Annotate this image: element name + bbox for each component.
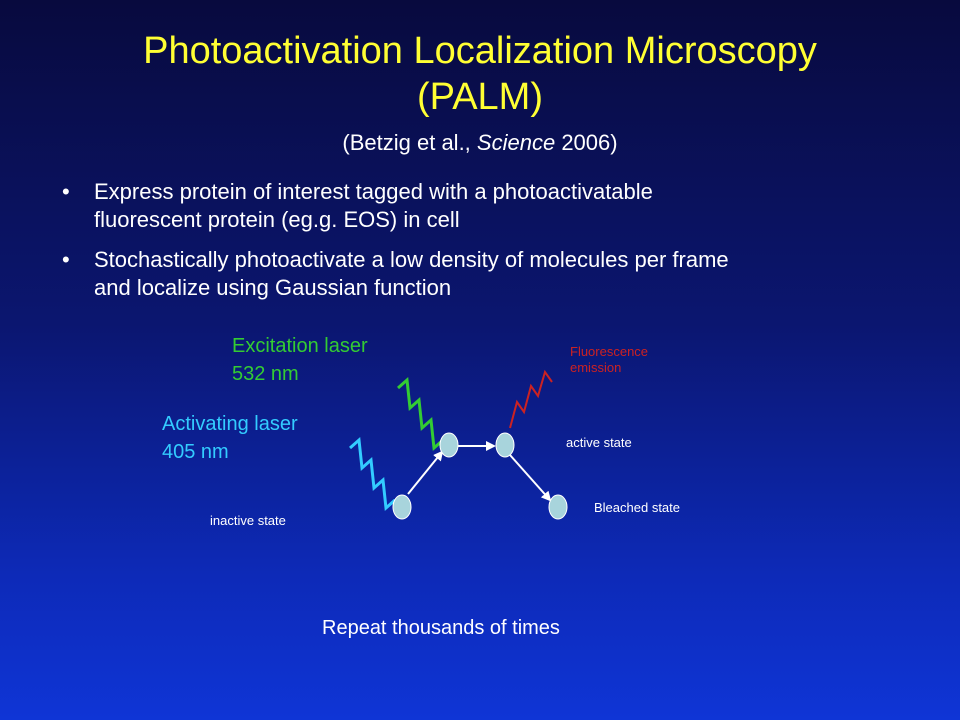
bleaching-arrow	[510, 455, 550, 500]
bleached-state-label: Bleached state	[594, 500, 681, 515]
fluorescence-label-line-1: Fluorescence	[570, 344, 649, 359]
citation-authors: (Betzig et al.,	[342, 130, 477, 155]
molecule-active	[496, 433, 514, 457]
title-line-1: Photoactivation Localization Microscopy	[143, 30, 817, 72]
activating-laser-wave	[350, 440, 395, 508]
emission-wave	[510, 372, 552, 428]
fluorescence-emission-label	[570, 344, 648, 376]
molecule-activated	[440, 433, 458, 457]
molecule-inactive	[393, 495, 411, 519]
excitation-laser-wavelength: 532 nm	[232, 363, 299, 385]
citation-journal: Science	[476, 130, 556, 155]
activating-laser-wavelength: 405 nm	[162, 441, 229, 463]
bullet-text-line: Stochastically photoactivate a low density of molecules per frame	[94, 247, 729, 272]
fluorescence-label-line-2: emission	[570, 360, 622, 375]
title-acronym: (PALM)	[417, 76, 543, 118]
bullet-text-line: fluorescent protein (eg.g. EOS) in cell	[94, 207, 460, 232]
excitation-laser-label	[232, 332, 368, 388]
molecule-bleached	[549, 495, 567, 519]
inactive-state-label: inactive state	[210, 513, 286, 528]
active-state-label: active state	[566, 435, 632, 450]
activation-arrow	[408, 452, 442, 494]
bullet-symbol: •	[62, 247, 70, 272]
bullet-text-line: Express protein of interest tagged with a photoactivatable	[94, 179, 653, 204]
repeat-caption: Repeat thousands of times	[322, 617, 560, 639]
citation-year: 2006)	[555, 130, 618, 155]
excitation-laser-wave	[398, 380, 443, 448]
activating-laser-name: Activating laser	[162, 413, 298, 435]
bullet-symbol: •	[62, 179, 70, 204]
activating-laser-label	[162, 410, 298, 466]
bullet-text-line: and localize using Gaussian function	[94, 275, 452, 300]
excitation-laser-name: Excitation laser	[232, 335, 368, 357]
